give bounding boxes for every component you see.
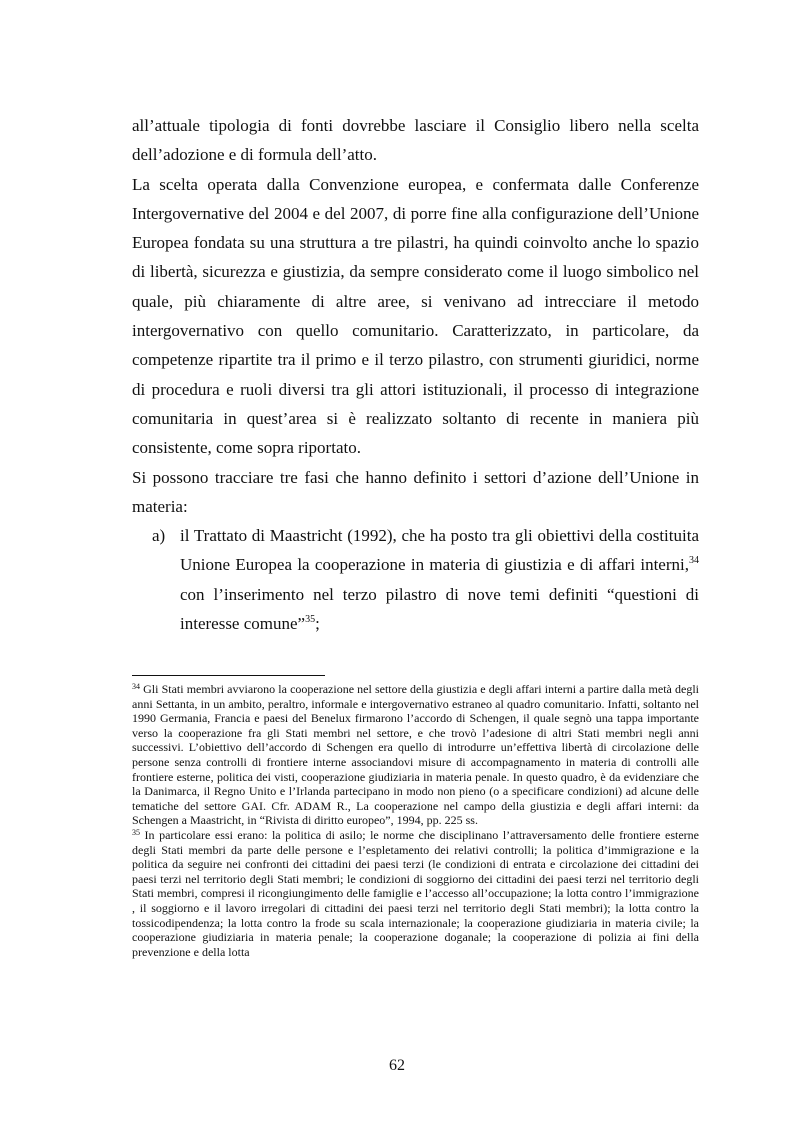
footnote-35-text: In particolare essi erano: la politica di asilo; le norme che disciplinano l’attraversamento delle frontiere esterne degli Stati membri da parte delle persone e l’espletamento dei relativi controlli; la politica d’immigrazione e la politica da seguire nei confronti dei cittadini dei paesi terzi (le condizioni di entrata e circolazione dei cittadini dei paesi terzi nel territorio degli Stati membri; le condizioni di soggiorno dei cittadini dei paesi terzi nel territorio degli Stati membri, compresi il ricongiungimento delle famiglie e l’accesso all’occupazione; la lotta contro l’immigrazione , il soggiorno e il lavoro irregolari di cittadini dei paesi terzi nel territorio degli Stati membri); la lotta contro la tossicodipendenza; la lotta contro la frode su scala internazionale; la cooperazione giudiziaria in materia civile; la cooperazione giudiziaria in materia penale; la cooperazione doganale; la cooperazione di polizia ai fini della prevenzione e della lotta [132, 827, 699, 959]
footnote-35-number: 35 [132, 827, 140, 837]
footnote-separator [132, 675, 325, 676]
footnote-34-text: Gli Stati membri avviarono la cooperazione nel settore della giustizia e degli affari interni a partire dalla metà degli anni Settanta, in un ambito, peraltro, informale e intergovernativo estraneo al quadro comunitario. Infatti, soltanto nel 1990 Germania, Francia e paesi del Benelux firmarono l’accordo di Schengen, il quale segnò una tappa importante verso la cooperazione fra gli Stati membri nel settore, e che trovò l’adesione di altri Stati membri negli anni successivi. L’obiettivo dell’accordo di Schengen era quello di introdurre un’effettiva libertà di circolazione delle persone senza controlli di frontiere interne associandovi misure di accompagnamento in materia di controlli alle frontiere esterne, politica dei visti, cooperazione giudiziaria in materia penale. In questo quadro, è da evidenziare che la Danimarca, il Regno Unito e l’Irlanda partecipano in modo non pieno (o a specificare condizioni) ad alcune delle tematiche del settore GAI. Cfr. ADAM R., La cooperazione nel campo della giustizia e degli affari interni: da Schengen a Maastricht, in “Rivista di diritto europeo”, 1994, pp. 225 ss. [132, 682, 699, 828]
footnote-ref-34[interactable]: 34 [689, 555, 699, 567]
footnote-ref-35[interactable]: 35 [305, 614, 316, 626]
page-number: 62 [389, 1057, 405, 1074]
list-item-a-text-1: il Trattato di Maastricht (1992), che ha posto tra gli obiettivi della costituita Unione Europea la cooperazione in materia di giustizia e di affari interni, [180, 526, 699, 575]
phase-list [132, 521, 699, 638]
paragraph-2: La scelta operata dalla Convenzione europea, e confermata dalle Conferenze Intergovernative del 2004 e del 2007, di porre fine alla configurazione dell’Unione Europea fondata su una struttura a tre pilastri, ha quindi coinvolto anche lo spazio di libertà, sicurezza e giustizia, da sempre considerato come il luogo simbolico nel quale, più chiaramente di altre aree, si venivano ad intrecciare il metodo intergovernativo con quello comunitario. Caratterizzato, in particolare, da competenze ripartite tra il primo e il terzo pilastro, con strumenti giuridici, norme di procedura e ruoli diversi tra gli attori istituzionali, il processo di integrazione comunitaria in quest’area si è realizzato soltanto di recente in maniera più consistente, come sopra riportato. [132, 174, 699, 458]
footnotes [132, 682, 699, 959]
footnote-34 [132, 682, 699, 828]
main-text [132, 111, 699, 638]
paragraph-1: all’attuale tipologia di fonti dovrebbe lasciare il Consiglio libero nella scelta dell’adozione e di formula dell’atto. [132, 116, 699, 165]
list-item-a-text-3: ; [315, 614, 320, 634]
footnote-34-number: 34 [132, 682, 140, 691]
footnote-35 [132, 828, 699, 959]
list-item-a [132, 521, 699, 638]
paragraph-3: Si possono tracciare tre fasi che hanno definito i settori d’azione dell’Unione in materia: [132, 467, 699, 516]
list-marker-a: a) [152, 526, 166, 546]
list-item-a-text-2: con l’inserimento nel terzo pilastro di nove temi definiti “questioni di interesse comune” [180, 584, 699, 634]
